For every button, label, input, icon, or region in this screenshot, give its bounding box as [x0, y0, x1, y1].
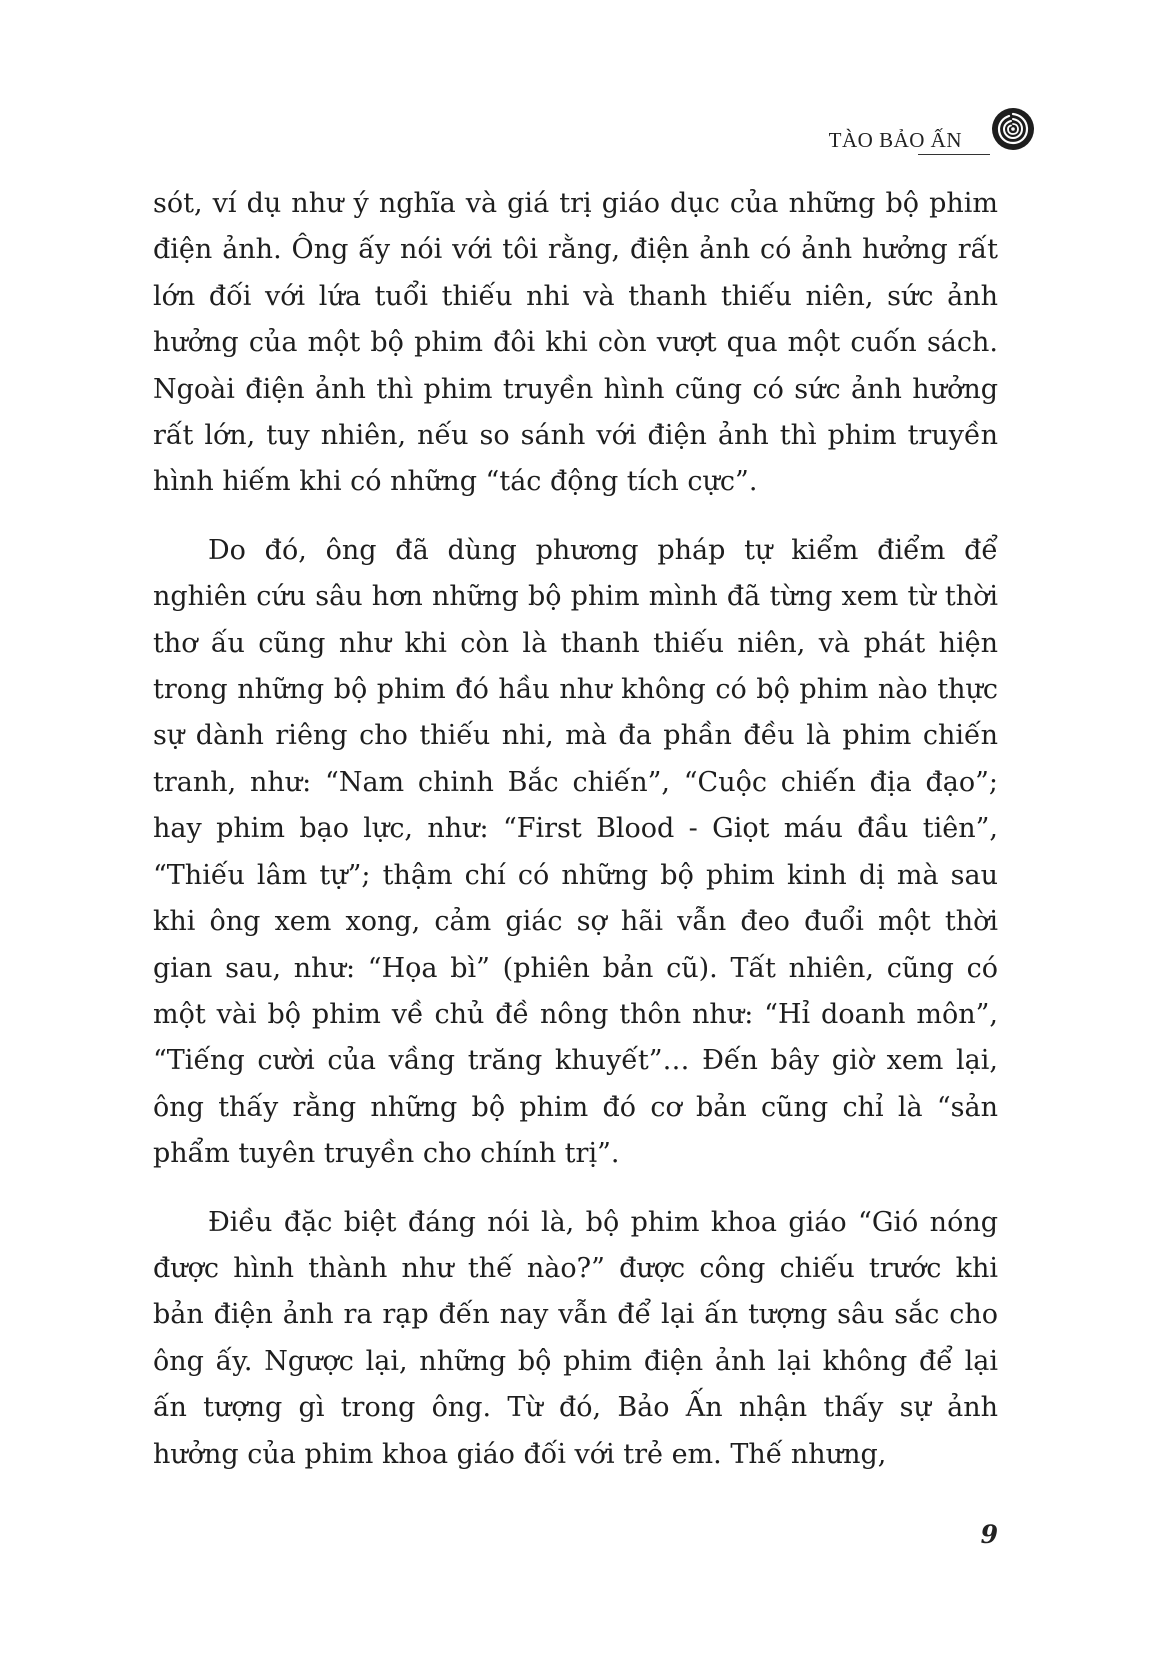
- paragraph-1: sót, ví dụ như ý nghĩa và giá trị giáo dục của những bộ phim điện ảnh. Ông ấy nói với tôi rằng, điện ảnh có ảnh hưởng rất lớn đối với lứa tuổi thiếu nhi và thanh thiếu niên, sức ảnh hưởng của một bộ phim đôi khi còn vượt qua một cuốn sách. Ngoài điện ảnh thì phim truyền hình cũng có sức ảnh hưởng rất lớn, tuy nhiên, nếu so sánh với điện ảnh thì phim truyền hình hiếm khi có những “tác động tích cực”.: [153, 188, 998, 498]
- running-title: TÀO BẢO ẤN: [828, 128, 962, 152]
- rose-ornament-icon: [990, 106, 1036, 152]
- paragraph-2: Do đó, ông đã dùng phương pháp tự kiểm điểm để nghiên cứu sâu hơn những bộ phim mình đã từng xem từ thời thơ ấu cũng như khi còn là thanh thiếu niên, và phát hiện trong những bộ phim đó hầu như không có bộ phim nào thực sự dành riêng cho thiếu nhi, mà đa phần đều là phim chiến tranh, như: “Nam chinh Bắc chiến”, “Cuộc chiến địa đạo”; hay phim bạo lực, như: “First Blood - Giọt máu đầu tiên”, “Thiếu lâm tự”; thậm chí có những bộ phim kinh dị mà sau khi ông xem xong, cảm giác sợ hãi vẫn đeo đuổi một thời gian sau, như: “Họa bì” (phiên bản cũ). Tất nhiên, cũng có một vài bộ phim về chủ đề nông thôn như: “Hỉ doanh môn”, “Tiếng cười của vầng trăng khuyết”… Đến bây giờ xem lại, ông thấy rằng những bộ phim đó cơ bản cũng chỉ là “sản phẩm tuyên truyền cho chính trị”.: [153, 534, 998, 1170]
- body-text: [153, 181, 998, 1478]
- page-number: 9: [980, 1520, 998, 1549]
- paragraph-3: Điều đặc biệt đáng nói là, bộ phim khoa giáo “Gió nóng được hình thành như thế nào?” được công chiếu trước khi bản điện ảnh ra rạp đến nay vẫn để lại ấn tượng sâu sắc cho ông ấy. Ngược lại, những bộ phim điện ảnh lại không để lại ấn tượng gì trong ông. Từ đó, Bảo Ấn nhận thấy sự ảnh hưởng của phim khoa giáo đối với trẻ em. Thế nhưng,: [153, 1206, 998, 1470]
- header-rule: [918, 154, 990, 155]
- running-header: [700, 100, 1040, 160]
